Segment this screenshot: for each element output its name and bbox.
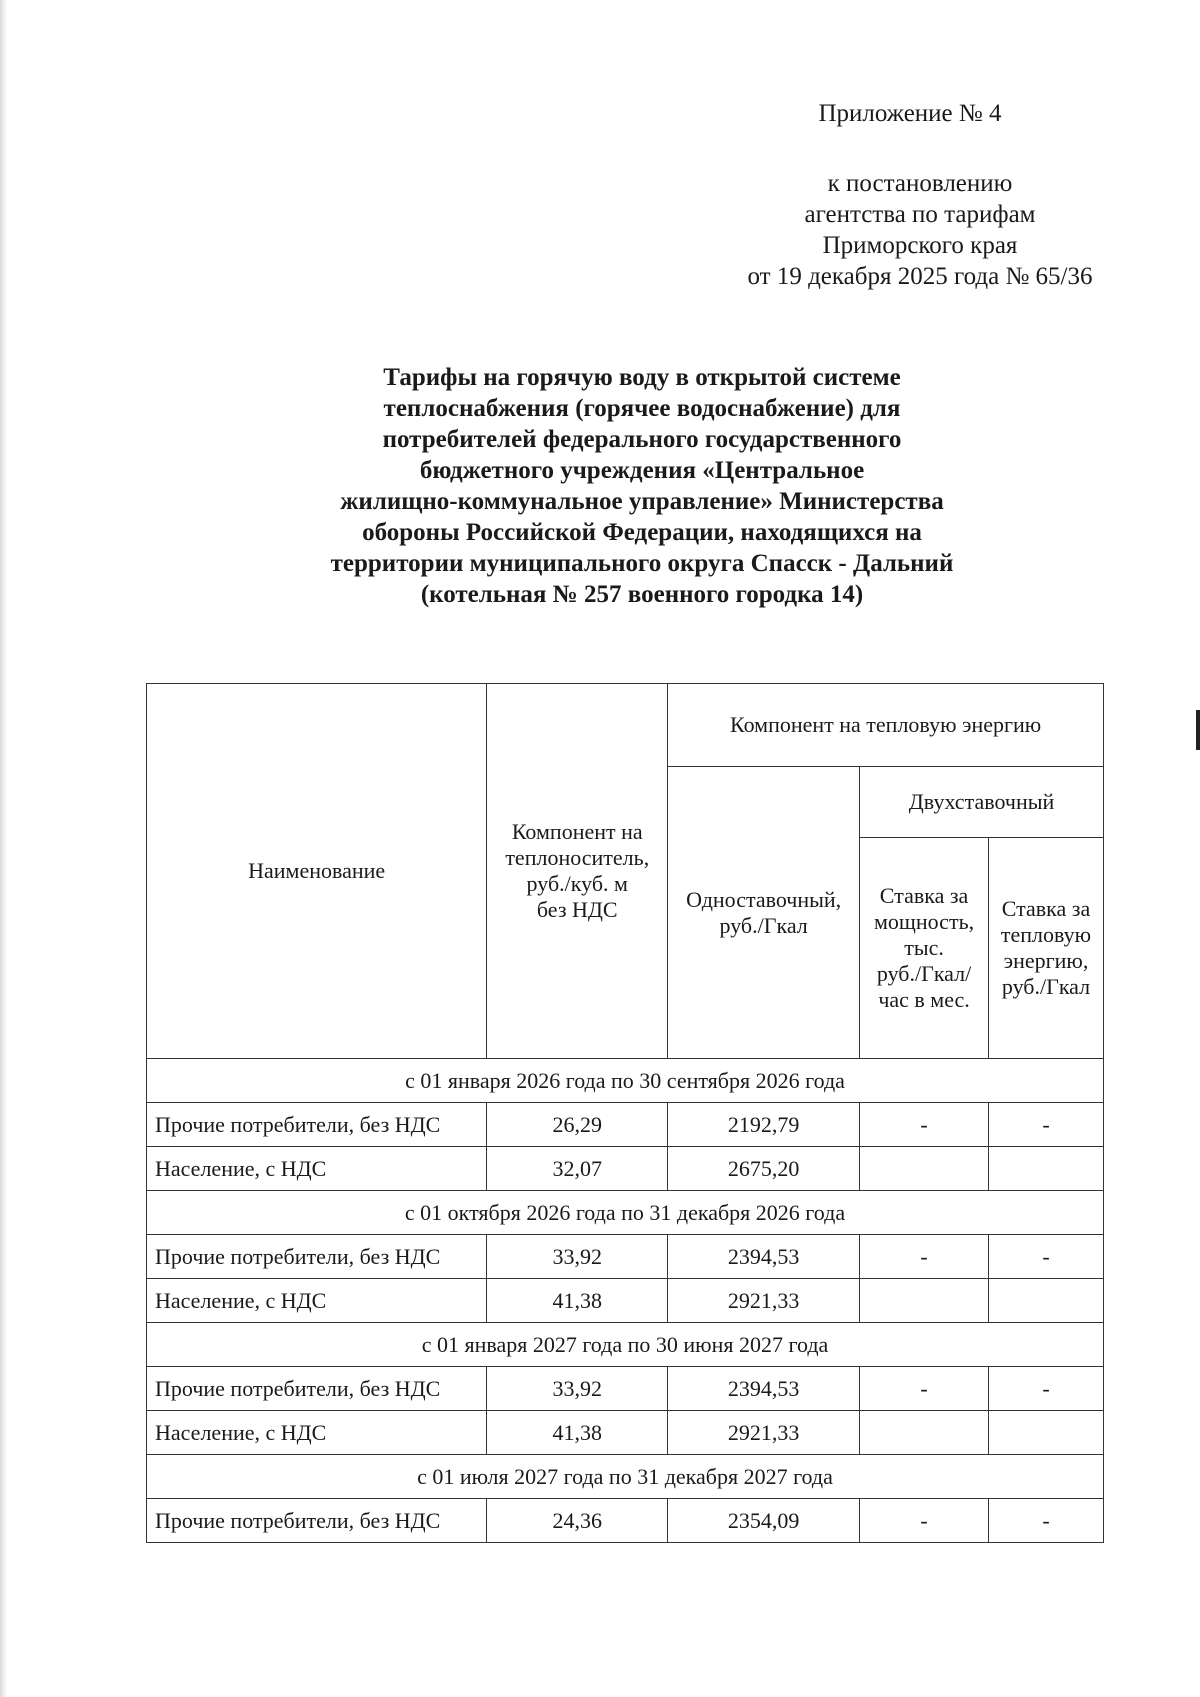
resolution-line: от 19 декабря 2025 года № 65/36: [747, 263, 1093, 290]
table-row: [147, 1279, 1104, 1323]
cell-energy: -: [989, 1235, 1104, 1279]
period-row: [147, 1191, 1104, 1235]
cell-single: 2354,09: [668, 1499, 860, 1543]
cell-coolant: 33,92: [487, 1235, 668, 1279]
title-line: территории муниципального округа Спасск - Дальний: [330, 550, 954, 577]
header-energy-line: Ставка за: [1001, 896, 1091, 921]
title-line: теплоснабжения (горячее водоснабжение) для: [383, 395, 901, 422]
cell-single: 2675,20: [668, 1147, 860, 1191]
appendix-block: [700, 98, 1140, 292]
cell-energy: -: [989, 1367, 1104, 1411]
header-single-rate-line: руб./Гкал: [719, 912, 808, 938]
table-row: [147, 1411, 1104, 1455]
cell-coolant: 41,38: [487, 1411, 668, 1455]
cell-capacity: -: [860, 1103, 989, 1147]
cell-energy: [989, 1147, 1104, 1191]
scan-edge-shadow: [0, 0, 8, 1697]
header-coolant-line: Компонент на: [511, 819, 643, 844]
header-thermal: Компонент на тепловую энергию: [668, 684, 1104, 767]
cell-energy: [989, 1279, 1104, 1323]
period-row: [147, 1059, 1104, 1103]
header-capacity-line: мощность,: [874, 909, 975, 934]
cell-capacity: [860, 1411, 989, 1455]
cell-capacity: -: [860, 1499, 989, 1543]
cell-single: 2394,53: [668, 1235, 860, 1279]
cell-name: Население, с НДС: [147, 1411, 487, 1455]
header-name: Наименование: [147, 684, 487, 1059]
tariff-table: [146, 683, 1104, 1543]
title-line: бюджетного учреждения «Центральное: [419, 457, 865, 484]
header-coolant: [487, 684, 668, 1059]
document-title: [262, 362, 1022, 610]
resolution-line: агентства по тарифам: [804, 201, 1036, 228]
cell-energy: -: [989, 1103, 1104, 1147]
cell-coolant: 24,36: [487, 1499, 668, 1543]
period-label: с 01 июля 2027 года по 31 декабря 2027 года: [147, 1455, 1104, 1499]
table-row: [147, 1147, 1104, 1191]
period-row: [147, 1323, 1104, 1367]
title-line: потребителей федерального государственного: [382, 426, 902, 453]
table-row: [147, 1499, 1104, 1543]
cell-name: Прочие потребители, без НДС: [147, 1499, 487, 1543]
cell-single: 2921,33: [668, 1279, 860, 1323]
header-single-rate: [668, 767, 860, 1059]
cell-single: 2921,33: [668, 1411, 860, 1455]
cell-name: Население, с НДС: [147, 1147, 487, 1191]
header-capacity-line: Ставка за: [879, 883, 969, 908]
table-row: [147, 1367, 1104, 1411]
title-line: обороны Российской Федерации, находящихся на: [362, 519, 922, 546]
cell-name: Население, с НДС: [147, 1279, 487, 1323]
period-row: [147, 1455, 1104, 1499]
header-two-rate: Двухставочный: [860, 767, 1104, 838]
cell-coolant: 33,92: [487, 1367, 668, 1411]
appendix-number: Приложение № 4: [818, 100, 1002, 127]
cell-energy: [989, 1411, 1104, 1455]
header-capacity-line: час в мес.: [878, 987, 970, 1012]
header-energy-line: руб./Гкал: [1001, 974, 1091, 999]
period-label: с 01 октября 2026 года по 31 декабря 2026 года: [147, 1191, 1104, 1235]
cell-capacity: -: [860, 1367, 989, 1411]
cell-coolant: 32,07: [487, 1147, 668, 1191]
cell-name: Прочие потребители, без НДС: [147, 1103, 487, 1147]
header-coolant-line: без НДС: [536, 897, 618, 922]
title-line: жилищно-коммунальное управление» Министерства: [340, 488, 944, 515]
cell-name: Прочие потребители, без НДС: [147, 1367, 487, 1411]
cell-single: 2192,79: [668, 1103, 860, 1147]
cell-coolant: 41,38: [487, 1279, 668, 1323]
header-coolant-line: теплоноситель,: [505, 845, 650, 870]
header-capacity-rate: [860, 838, 989, 1059]
cell-name: Прочие потребители, без НДС: [147, 1235, 487, 1279]
header-capacity-line: тыс.: [904, 935, 944, 960]
header-energy-line: тепловую: [1000, 922, 1092, 947]
resolution-line: к постановлению: [827, 170, 1013, 197]
cell-energy: -: [989, 1499, 1104, 1543]
cell-capacity: -: [860, 1235, 989, 1279]
period-label: с 01 января 2026 года по 30 сентября 2026 года: [147, 1059, 1104, 1103]
header-energy-line: энергию,: [1003, 948, 1089, 973]
header-energy-rate: [989, 838, 1104, 1059]
cell-capacity: [860, 1147, 989, 1191]
title-line: (котельная № 257 военного городка 14): [420, 581, 864, 608]
table-header-row: [147, 684, 1104, 767]
resolution-line: Приморского края: [822, 232, 1018, 259]
period-label: с 01 января 2027 года по 30 июня 2027 года: [147, 1323, 1104, 1367]
scan-margin-mark: [1196, 710, 1200, 750]
header-single-rate-line: Одноставочный,: [686, 886, 842, 912]
table-row: [147, 1235, 1104, 1279]
header-coolant-line: руб./куб. м: [526, 871, 628, 896]
cell-capacity: [860, 1279, 989, 1323]
header-capacity-line: руб./Гкал/: [876, 961, 972, 986]
table-row: [147, 1103, 1104, 1147]
cell-coolant: 26,29: [487, 1103, 668, 1147]
title-line: Тарифы на горячую воду в открытой системе: [383, 364, 901, 391]
cell-single: 2394,53: [668, 1367, 860, 1411]
